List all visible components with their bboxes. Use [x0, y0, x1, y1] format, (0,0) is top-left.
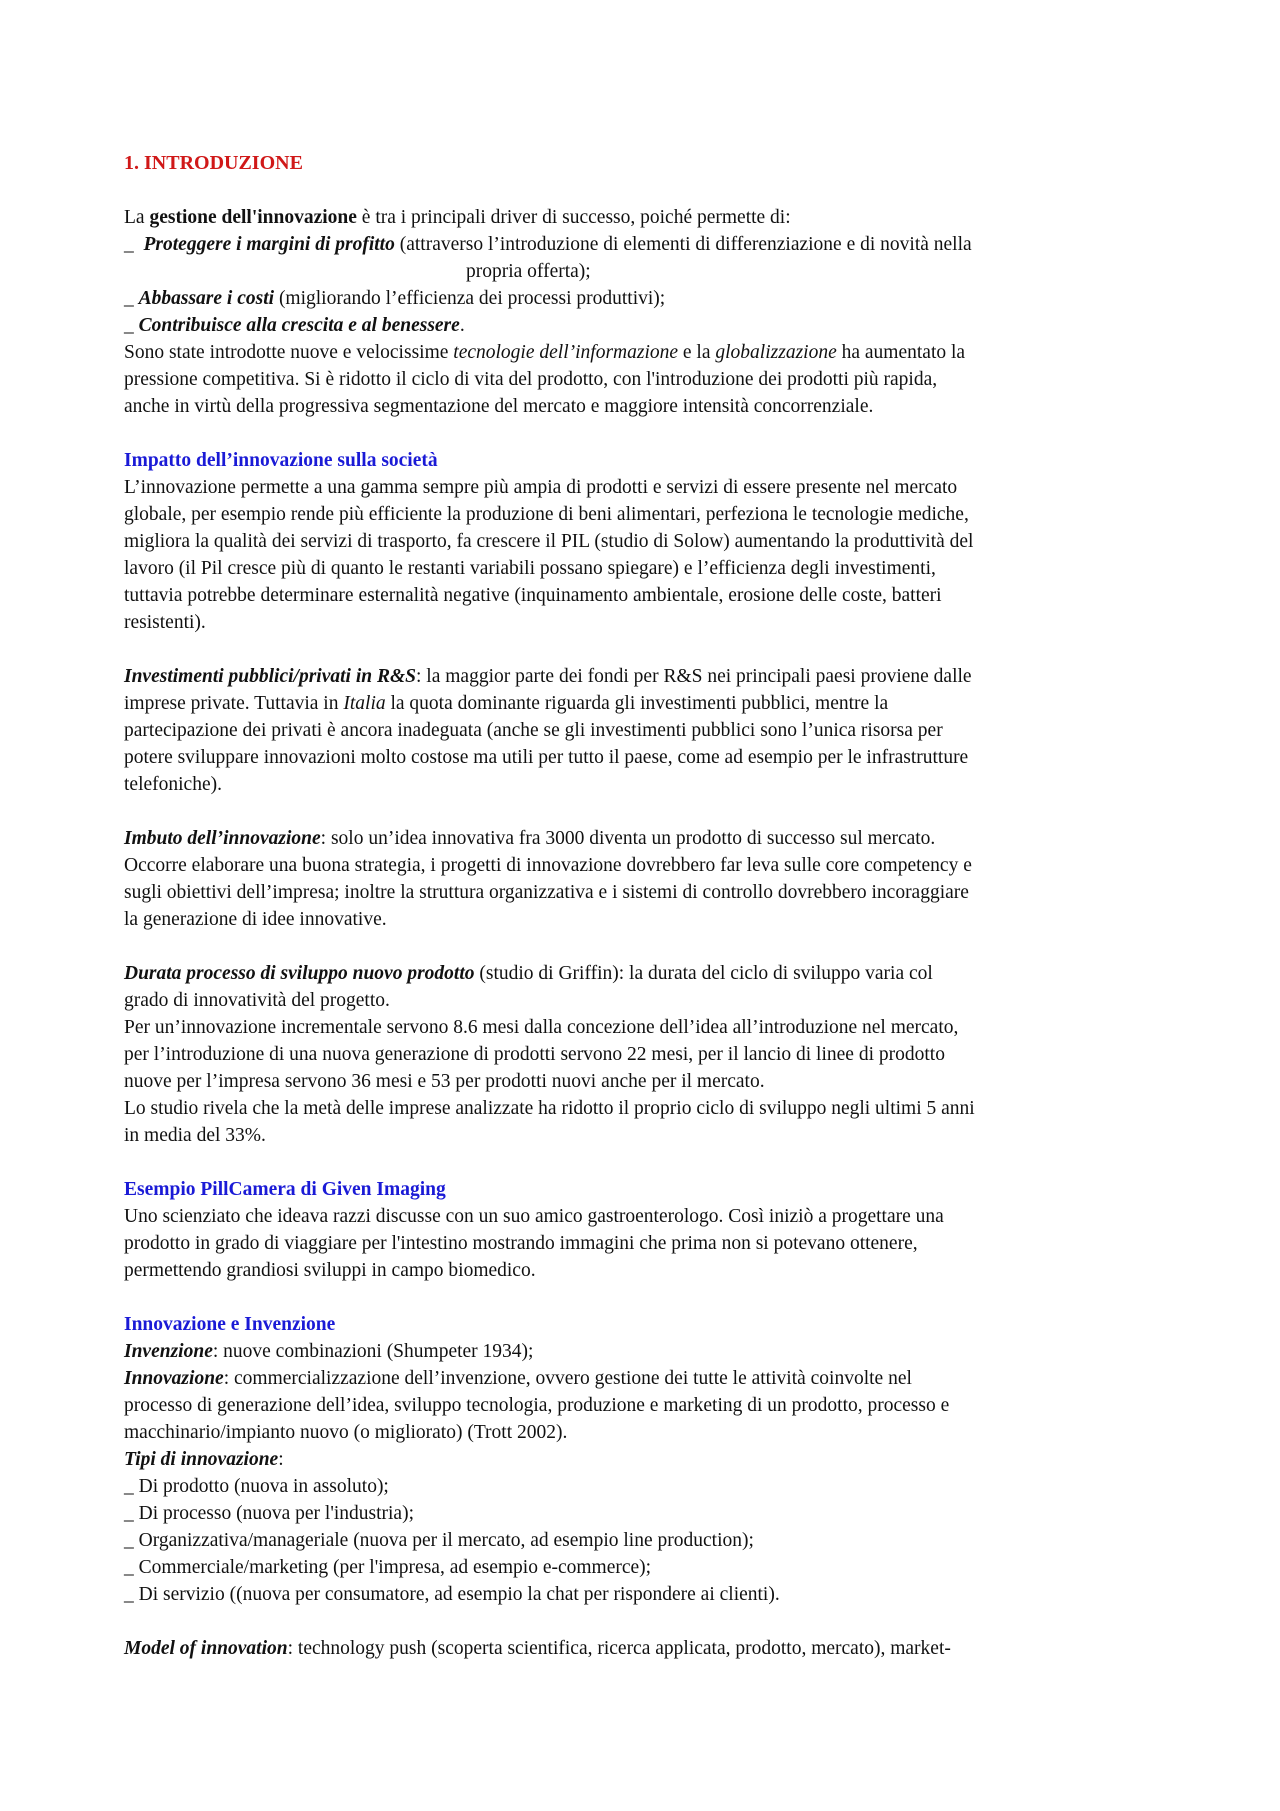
paragraph-line: prodotto in grado di viaggiare per l'intestino mostrando immagini che prima non si potevano ottenere,	[124, 1233, 918, 1254]
text: : commercializzazione dell’invenzione, ovvero gestione dei tutte le attività coinvolte nel	[223, 1368, 912, 1389]
paragraph-line: potere sviluppare innovazioni molto costose ma utili per tutto il paese, come ad esempio per le infrastrutture	[124, 747, 969, 768]
text: (studio di Griffin): la durata del ciclo di sviluppo varia col	[474, 963, 933, 984]
paragraph-line: migliora la qualità dei servizi di trasporto, fa crescere il PIL (studio di Solow) aumentando la produttività del	[124, 531, 974, 552]
bold-italic-term: Contribuisce alla crescita e al benessere	[138, 315, 460, 336]
text: imprese private. Tuttavia in	[124, 693, 344, 714]
paragraph-line: processo di generazione dell’idea, sviluppo tecnologia, produzione e marketing di un prodotto, processo e	[124, 1395, 950, 1416]
italic-term: tecnologie dell’informazione	[453, 342, 679, 363]
bullet-dash: _	[124, 234, 144, 255]
paragraph-line: per l’introduzione di una nuova generazione di prodotti servono 22 mesi, per il lancio di linee di prodotto	[124, 1044, 945, 1065]
paragraph-line: Per un’innovazione incrementale servono 8.6 mesi dalla concezione dell’idea all’introduzione nel mercato,	[124, 1017, 959, 1038]
text: Sono state introdotte nuove e velocissime	[124, 342, 454, 363]
list-item: _ Di servizio ((nuova per consumatore, ad esempio la chat per rispondere ai clienti).	[124, 1584, 780, 1605]
bold-italic-term: Invenzione	[124, 1341, 213, 1362]
text: ha aumentato la	[836, 342, 966, 363]
text: .	[459, 315, 465, 336]
paragraph-line: telefoniche).	[124, 774, 222, 795]
paragraph-line: la generazione di idee innovative.	[124, 909, 387, 930]
paragraph-line	[124, 1446, 1164, 1473]
bullet-item	[124, 231, 1164, 258]
bold-italic-term: Tipi di innovazione	[124, 1449, 279, 1470]
text: : la maggior parte dei fondi per R&S nei principali paesi proviene dalle	[416, 666, 972, 687]
text: :	[278, 1449, 284, 1470]
list-item: _ Organizzativa/manageriale (nuova per il mercato, ad esempio line production);	[124, 1530, 754, 1551]
paragraph-line: resistenti).	[124, 612, 206, 633]
text: (attraverso l’introduzione di elementi di differenziazione e di novità nella	[394, 234, 972, 255]
subsection-heading: Impatto dell’innovazione sulla società	[124, 450, 438, 471]
bullet-continuation: propria offerta);	[466, 261, 591, 282]
text: : nuove combinazioni (Shumpeter 1934);	[212, 1341, 534, 1362]
bold-italic-term: Durata processo di sviluppo nuovo prodotto	[124, 963, 475, 984]
document-page	[124, 150, 1164, 1662]
paragraph-line: Uno scienziato che ideava razzi discusse con un suo amico gastroenterologo. Così iniziò a progettare una	[124, 1206, 944, 1227]
paragraph-line: permettendo grandiosi sviluppi in campo biomedico.	[124, 1260, 536, 1281]
subsection-heading: Esempio PillCamera di Given Imaging	[124, 1179, 446, 1200]
list-item: _ Di processo (nuova per l'industria);	[124, 1503, 414, 1524]
bold-italic-term: Proteggere i margini di profitto	[143, 234, 395, 255]
paragraph-line: anche in virtù della progressiva segmentazione del mercato e maggiore intensità concorrenziale.	[124, 396, 874, 417]
bold-term: gestione dell'innovazione	[149, 207, 357, 228]
paragraph-line: sugli obiettivi dell’impresa; inoltre la struttura organizzativa e i sistemi di controllo dovrebbero incoraggiare	[124, 882, 969, 903]
bold-italic-term: Model of innovation	[124, 1638, 288, 1659]
paragraph-line	[124, 339, 1164, 366]
bold-italic-term: Imbuto dell’innovazione	[124, 828, 321, 849]
bullet-dash: _	[124, 288, 139, 309]
text: : solo un’idea innovativa fra 3000 diventa un prodotto di successo sul mercato.	[320, 828, 936, 849]
intro-line	[124, 204, 1164, 231]
paragraph-line: L’innovazione permette a una gamma sempre più ampia di prodotti e servizi di essere presente nel mercato	[124, 477, 958, 498]
subsection-heading: Innovazione e Invenzione	[124, 1314, 336, 1335]
paragraph-line: pressione competitiva. Si è ridotto il ciclo di vita del prodotto, con l'introduzione dei prodotti più rapida,	[124, 369, 938, 390]
text: e la	[678, 342, 716, 363]
paragraph-line: lavoro (il Pil cresce più di quanto le restanti variabili possano spiegare) e l’efficienza degli investimenti,	[124, 558, 936, 579]
paragraph-line: partecipazione dei privati è ancora inadeguata (anche se gli investimenti pubblici sono l’unica risorsa per	[124, 720, 943, 741]
list-item: _ Di prodotto (nuova in assoluto);	[124, 1476, 389, 1497]
text: : technology push (scoperta scientifica, ricerca applicata, prodotto, mercato), market-	[287, 1638, 951, 1659]
section-title: 1. INTRODUZIONE	[124, 152, 303, 174]
paragraph-line	[124, 960, 1164, 987]
text: (migliorando l’efficienza dei processi produttivi);	[274, 288, 666, 309]
paragraph-line: macchinario/impianto nuovo (o migliorato) (Trott 2002).	[124, 1422, 568, 1443]
paragraph-line	[124, 663, 1164, 690]
bullet-item	[124, 285, 1164, 312]
paragraph-line: Occorre elaborare una buona strategia, i progetti di innovazione dovrebbero far leva sulle core competency e	[124, 855, 972, 876]
bold-italic-term: Innovazione	[124, 1368, 224, 1389]
paragraph-line: in media del 33%.	[124, 1125, 266, 1146]
list-item: _ Commerciale/marketing (per l'impresa, ad esempio e-commerce);	[124, 1557, 652, 1578]
bullet-item	[124, 312, 1164, 339]
text: è tra i principali driver di successo, poiché permette di:	[356, 207, 791, 228]
paragraph-line: globale, per esempio rende più efficiente la produzione di beni alimentari, perfeziona le tecnologie mediche,	[124, 504, 969, 525]
bullet-dash: _	[124, 315, 139, 336]
paragraph-line: tuttavia potrebbe determinare esternalità negative (inquinamento ambientale, erosione delle coste, batteri	[124, 585, 942, 606]
paragraph-line	[124, 690, 1164, 717]
paragraph-line	[124, 825, 1164, 852]
paragraph-line	[124, 1365, 1164, 1392]
bold-italic-term: Abbassare i costi	[138, 288, 275, 309]
italic-term: globalizzazione	[715, 342, 837, 363]
text: La	[124, 207, 150, 228]
paragraph-line	[124, 1338, 1164, 1365]
italic-term: Italia	[343, 693, 386, 714]
paragraph-line: grado di innovatività del progetto.	[124, 990, 390, 1011]
paragraph-line: Lo studio rivela che la metà delle imprese analizzate ha ridotto il proprio ciclo di sviluppo negli ultimi 5 anni	[124, 1098, 975, 1119]
paragraph-line	[124, 1635, 1164, 1662]
paragraph-line: nuove per l’impresa servono 36 mesi e 53 per prodotti nuovi anche per il mercato.	[124, 1071, 765, 1092]
text: la quota dominante riguarda gli investimenti pubblici, mentre la	[385, 693, 889, 714]
bold-italic-term: Investimenti pubblici/privati in R&S	[124, 666, 416, 687]
